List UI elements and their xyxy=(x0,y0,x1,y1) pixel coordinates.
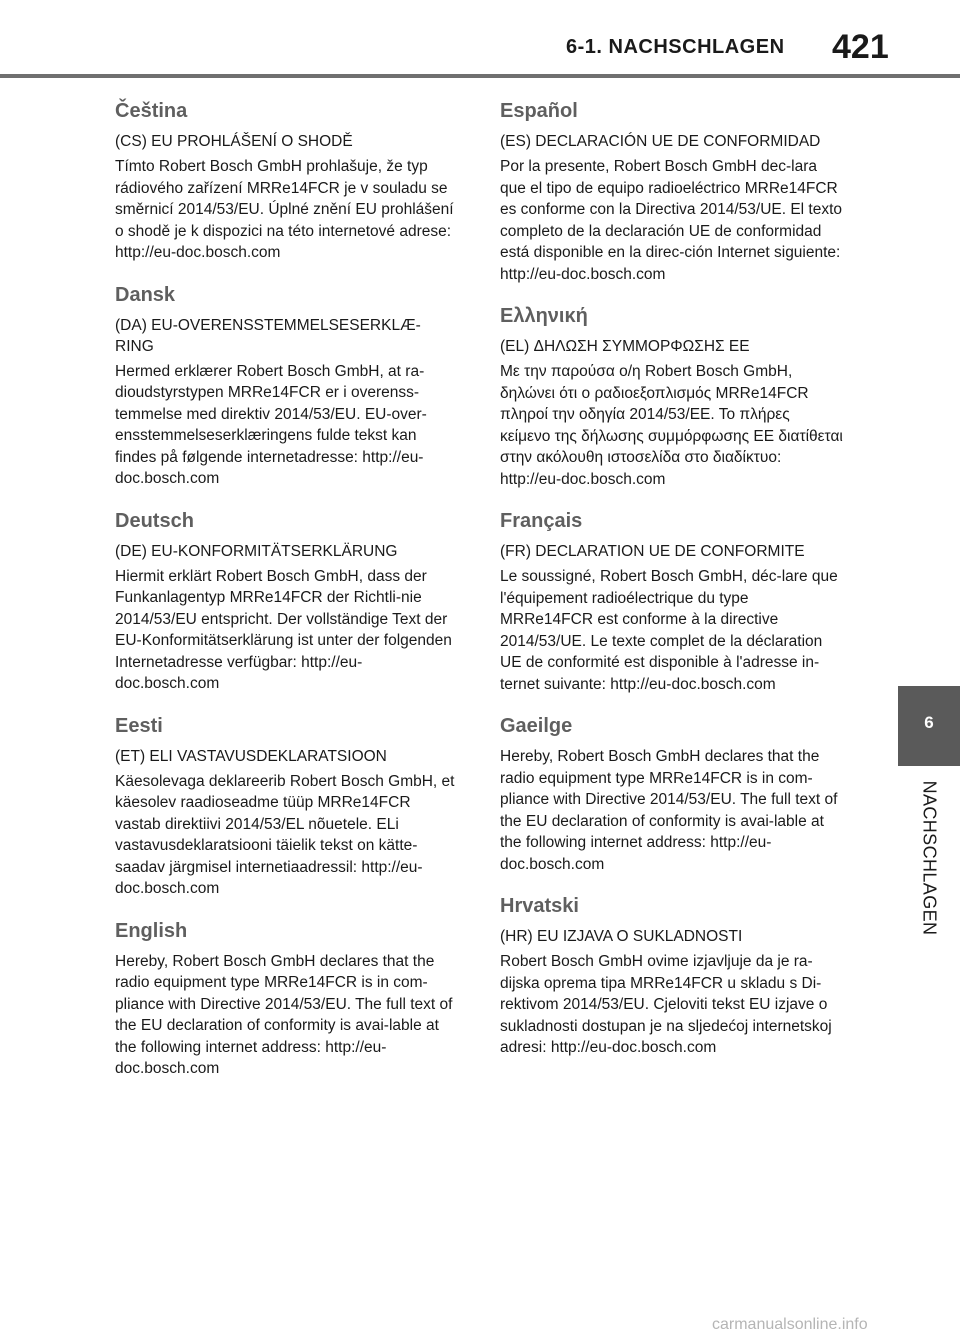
section-body: Tímto Robert Bosch GmbH prohlašuje, že typ rádiového zařízení MRRe14FCR je v souladu se směrnicí 2014/53/EU. Úplné znění EU prohlášení o shodě je k dispozici na této internetové adrese: http://eu-doc.bosch.com xyxy=(115,158,454,261)
section-subtitle: (DA) EU-OVERENSSTEMMELSESERKLÆ-RING xyxy=(115,316,421,355)
section-body: Käesolevaga deklareerib Robert Bosch GmbH, et käesolev raadioseadme tüüp MRRe14FCR vastab direktiivi 2014/53/EL nõuetele. ELi vastavusdeklaratsiooni täielik tekst on kätte-saadav järgmisel internetiaadressil: http://eu-doc.bosch.com xyxy=(115,772,455,897)
section-es xyxy=(500,100,844,285)
section-title: 6-1. NACHSCHLAGEN xyxy=(566,36,785,58)
section-en xyxy=(115,920,459,1080)
chapter-tab[interactable]: 6 xyxy=(898,686,960,766)
section-fr xyxy=(500,510,844,695)
section-subtitle: (DE) EU-KONFORMITÄTSERKLÄRUNG xyxy=(115,542,398,560)
section-body: Le soussigné, Robert Bosch GmbH, déc-lare que l'équipement radioélectrique du type MRRe14FCR est conforme à la directive 2014/53/UE. Le texte complet de la déclaration UE de conformité est disponible à l'adresse in-ternet suivante: http://eu-doc.bosch.com xyxy=(500,568,838,693)
section-el xyxy=(500,305,844,490)
section-heading: Ελληνική xyxy=(500,305,588,327)
watermark: carmanualsonline.info xyxy=(712,1316,868,1333)
section-hr xyxy=(500,895,844,1059)
section-da xyxy=(115,284,459,490)
section-heading: Français xyxy=(500,510,583,532)
section-subtitle: (FR) DECLARATION UE DE CONFORMITE xyxy=(500,543,805,560)
section-body: Hermed erklærer Robert Bosch GmbH, at ra-dioudstyrstypen MRRe14FCR er i overenss-temmelse med direktiv 2014/53/EU. EU-over-ensstemmelseserklæringens fulde tekst kan findes på følgende internetadresse: http://eu-doc.bosch.com xyxy=(115,362,427,487)
section-heading: Gaeilge xyxy=(500,715,573,737)
section-body: Hiermit erklärt Robert Bosch GmbH, dass der Funkanlagentyp MRRe14FCR der Richtli-nie 2014/53/EU entspricht. Der vollständige Text der EU-Konformitätserklärung ist unter der folgenden Internetadresse verfügbar: http://eu-doc.bosch.com xyxy=(115,567,452,692)
section-body: Robert Bosch GmbH ovime izjavljuje da je ra-dijska oprema tipa MRRe14FCR u skladu s Di-rektivom 2014/53/EU. Cjeloviti tekst EU izjave o sukladnosti dostupan je na sljedećoj internetskoj adresi: http://eu-doc.bosch.com xyxy=(500,953,832,1056)
section-heading: Hrvatski xyxy=(500,895,579,917)
chapter-label-container xyxy=(898,775,960,940)
left-column xyxy=(115,100,459,1100)
section-de xyxy=(115,510,459,695)
section-heading: Čeština xyxy=(115,100,188,122)
section-heading: Dansk xyxy=(115,283,176,306)
section-heading: Eesti xyxy=(115,714,163,737)
section-subtitle: (CS) EU PROHLÁŠENÍ O SHODĚ xyxy=(115,133,353,150)
section-body: Με την παρούσα ο/η Robert Bosch GmbH, δηλώνει ότι ο ραδιοεξοπλισμός MRRe14FCR πληροί την οδηγία 2014/53/ΕΕ. Το πλήρες κείμενο της δήλωσης συμμόρφωσης ΕΕ διατίθεται στην ακόλουθη ιστοσελίδα στο διαδίκτυο: http://eu-doc.bosch.com xyxy=(500,363,843,488)
section-subtitle: (ES) DECLARACIÓN UE DE CONFORMIDAD xyxy=(500,133,821,150)
section-body: Hereby, Robert Bosch GmbH declares that the radio equipment type MRRe14FCR is in com-pliance with Directive 2014/53/EU. The full text of the EU declaration of conformity is avai-lable at the following internet address: http://eu-doc.bosch.com xyxy=(500,748,838,873)
section-subtitle: (HR) EU IZJAVA O SUKLADNOSTI xyxy=(500,928,743,945)
section-body: Por la presente, Robert Bosch GmbH dec-lara que el tipo de equipo radioeléctrico MRRe14FCR es conforme con la Directiva 2014/53/UE. El texto completo de la declaración UE de conformidad está disponible en la direc-ción Internet siguiente: http://eu-doc.bosch.com xyxy=(500,158,843,283)
section-subtitle: (ET) ELI VASTAVUSDEKLARATSIOON xyxy=(115,747,387,765)
section-body: Hereby, Robert Bosch GmbH declares that the radio equipment type MRRe14FCR is in com-pliance with Directive 2014/53/EU. The full text of the EU declaration of conformity is avai-lable at the following internet address: http://eu-doc.bosch.com xyxy=(115,952,453,1077)
section-subtitle: (EL) ΔΗΛΩΣΗ ΣΥΜΜΟΡΦΩΣΗΣ ΕΕ xyxy=(500,338,750,355)
section-heading: English xyxy=(115,919,188,942)
section-cs xyxy=(115,100,459,264)
section-heading: Español xyxy=(500,100,578,122)
section-et xyxy=(115,715,459,900)
section-ga xyxy=(500,715,844,875)
chapter-label: NACHSCHLAGEN xyxy=(919,780,940,935)
header-divider xyxy=(0,74,960,78)
page-number: 421 xyxy=(832,28,889,66)
section-heading: Deutsch xyxy=(115,509,194,532)
right-column xyxy=(500,100,844,1079)
